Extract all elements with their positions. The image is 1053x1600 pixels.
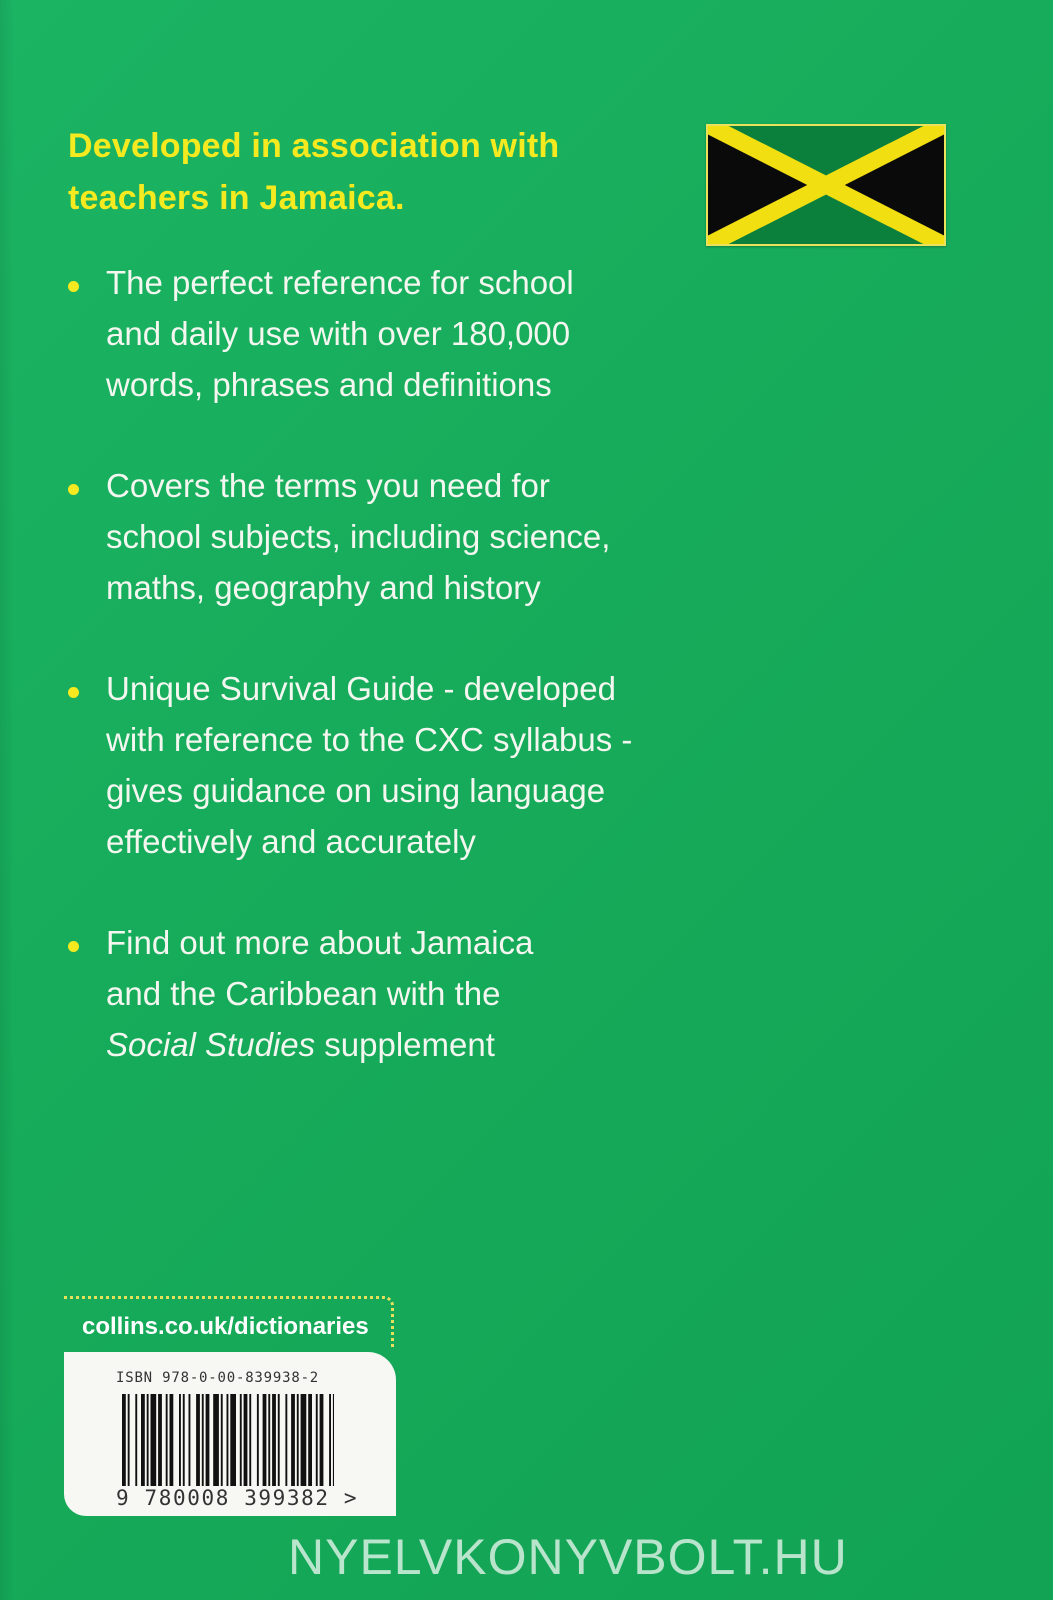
- barcode-digits: 9 780008 399382 >: [116, 1486, 359, 1510]
- feature-line: Find out more about Jamaica: [106, 924, 534, 961]
- barcode-bar: [257, 1394, 259, 1492]
- barcode-bar: [213, 1394, 219, 1492]
- barcode-bar: [221, 1394, 223, 1492]
- feature-line: gives guidance on using language: [106, 772, 606, 809]
- barcode-bar: [272, 1394, 276, 1492]
- barcode-bar: [268, 1394, 270, 1492]
- feature-line-last: [106, 1019, 742, 1070]
- barcode-bar: [249, 1394, 251, 1492]
- feature-item: [62, 257, 742, 410]
- feature-line: Unique Survival Guide - developed: [106, 670, 616, 707]
- barcode-bar: [278, 1394, 280, 1492]
- bullet-dot-icon: [68, 484, 79, 495]
- barcode-bar: [128, 1394, 130, 1492]
- feature-line: words, phrases and definitions: [106, 366, 552, 403]
- headline-line-2: teachers in Jamaica.: [68, 179, 405, 217]
- barcode-bar: [291, 1394, 295, 1492]
- barcode-bar: [179, 1394, 181, 1492]
- barcode-bar: [240, 1394, 242, 1492]
- barcode-panel: [64, 1352, 396, 1516]
- feature-line: The perfect reference for school: [106, 264, 574, 301]
- bullet-dot-icon: [68, 281, 79, 292]
- feature-line: effectively and accurately: [106, 823, 476, 860]
- bullet-dot-icon: [68, 941, 79, 952]
- feature-item: [62, 663, 742, 867]
- jamaica-flag-icon: [706, 124, 946, 246]
- isbn-label: ISBN 978-0-00-839938-2: [116, 1370, 320, 1386]
- barcode-bar: [170, 1394, 174, 1492]
- barcode-bar: [158, 1394, 162, 1492]
- barcode-bar: [227, 1394, 229, 1492]
- feature-line: and daily use with over 180,000: [106, 315, 571, 352]
- barcode-bar: [230, 1394, 236, 1492]
- feature-line: maths, geography and history: [106, 569, 541, 606]
- barcode-bar: [329, 1394, 331, 1492]
- headline-line-1: Developed in association with: [68, 127, 560, 165]
- barcode-bar: [196, 1394, 200, 1492]
- barcode-bar: [301, 1394, 307, 1492]
- bullet-dot-icon: [68, 687, 79, 698]
- feature-item: [62, 460, 742, 613]
- barcode-bar: [141, 1394, 145, 1492]
- supplement-rest: supplement: [315, 1026, 495, 1063]
- barcode-bar: [122, 1394, 126, 1492]
- barcode-icon: [122, 1394, 334, 1492]
- website-link[interactable]: collins.co.uk/dictionaries: [82, 1313, 369, 1340]
- headline: [68, 120, 688, 224]
- barcode-bar: [151, 1394, 157, 1492]
- feature-line: and the Caribbean with the: [106, 975, 501, 1012]
- barcode-bar: [206, 1394, 210, 1492]
- barcode-bar: [263, 1394, 267, 1492]
- barcode-bar: [183, 1394, 185, 1492]
- barcode-bar: [135, 1394, 137, 1492]
- barcode-bar: [320, 1394, 324, 1492]
- feature-item: [62, 917, 742, 1070]
- barcode-bar: [147, 1394, 149, 1492]
- barcode-bar: [166, 1394, 168, 1492]
- feature-line: with reference to the CXC syllabus -: [106, 721, 633, 758]
- barcode-bar: [308, 1394, 312, 1492]
- supplement-title: Social Studies: [106, 1026, 316, 1063]
- feature-line: school subjects, including science,: [106, 518, 611, 555]
- watermark: NYELVKONYVBOLT.HU: [288, 1529, 848, 1585]
- feature-list: [62, 257, 742, 1070]
- barcode-bar: [333, 1394, 334, 1492]
- barcode-bar: [244, 1394, 248, 1492]
- feature-line: Covers the terms you need for: [106, 467, 550, 504]
- barcode-bar: [297, 1394, 299, 1492]
- website-banner: [64, 1296, 394, 1348]
- barcode-bar: [316, 1394, 318, 1492]
- barcode-bar: [285, 1394, 287, 1492]
- barcode-bar: [189, 1394, 191, 1492]
- barcode-bar: [202, 1394, 204, 1492]
